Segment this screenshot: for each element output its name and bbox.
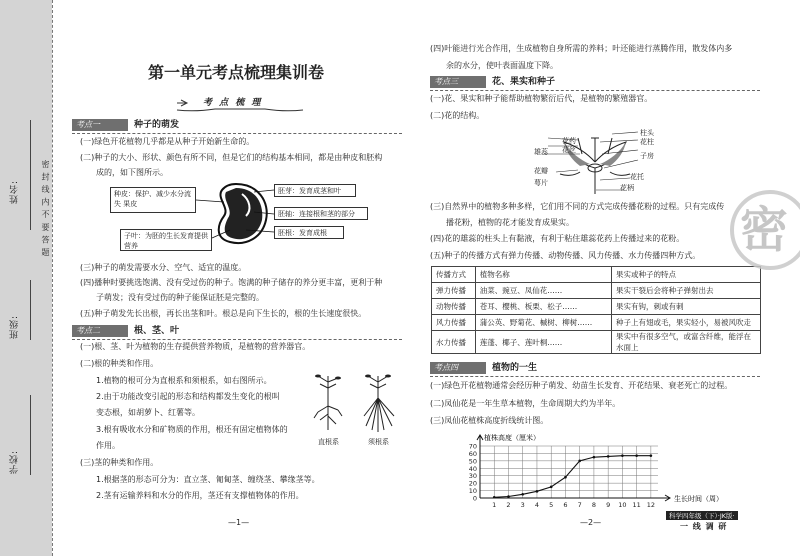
seed-cotyledon-label: 子叶：为胚的生长发育提供营养 xyxy=(120,229,212,251)
watermark-glyph: 密 xyxy=(740,202,789,258)
chart-series-line xyxy=(494,456,651,498)
chart-data-point xyxy=(507,495,510,498)
chart-data-point xyxy=(593,456,596,459)
table-cell: 果实干裂后会将种子弹射出去 xyxy=(612,283,761,299)
table-header: 传播方式 xyxy=(432,267,476,283)
height-line-chart xyxy=(440,428,730,512)
page-number-right: —2— xyxy=(580,518,602,527)
flower-label-petal: 花瓣 xyxy=(534,167,548,175)
text-line: 作用。 xyxy=(96,441,120,450)
chart-x-tick-label: 12 xyxy=(646,501,656,509)
text-line: 变态根，如胡萝卜、红薯等。 xyxy=(96,408,200,417)
flower-label-stamen: 雄蕊 xyxy=(534,148,548,156)
table-header: 果实或种子的特点 xyxy=(612,267,761,283)
class-label: 班级: xyxy=(10,315,20,340)
section-tag: 考点四 xyxy=(430,362,486,374)
seed-axis-label: 胚轴：连接根和茎的部分 xyxy=(274,207,368,220)
table-row xyxy=(432,283,761,299)
text-line: 1.植物的根可分为直根系和须根系，如右图所示。 xyxy=(96,376,272,385)
school-line xyxy=(30,395,31,475)
section-tag: 考点三 xyxy=(430,76,486,88)
text-line: 2.由于功能改变引起的形态和结构都发生变化的根叫 xyxy=(96,392,280,401)
text-line: (四)播种时要挑选饱满、没有受过伤的种子。饱满的种子储存的养分更丰富，更利于种 xyxy=(80,278,383,287)
chart-data-point xyxy=(550,486,553,489)
flower-label-filament: 花丝 xyxy=(562,146,576,154)
section-heading-1 xyxy=(72,119,272,131)
chart-data-point xyxy=(521,493,524,496)
seed-radicle-label: 胚根：发育成根 xyxy=(274,226,344,239)
divider xyxy=(72,133,402,134)
chart-y-tick-label: 50 xyxy=(468,457,477,466)
chart-data-point xyxy=(564,476,567,479)
page-number-left: —1— xyxy=(228,518,250,527)
chart-x-tick-label: 4 xyxy=(534,501,540,509)
class-line xyxy=(30,280,31,340)
page-title: 第一单元考点梳理集训卷 xyxy=(148,63,325,82)
flower-label-stigma: 柱头 xyxy=(640,129,654,137)
table-cell: 果实有钩，刺或有刺 xyxy=(612,299,761,315)
section-tag: 考点二 xyxy=(72,325,128,337)
text-line: (二)种子的大小、形状、颜色有所不同，但是它们的结构基本相同，都是由种皮和胚构 xyxy=(80,153,383,162)
flower-label-anther: 花药 xyxy=(562,137,576,145)
chart-data-point xyxy=(578,460,581,463)
text-line: (四)花的雄蕊的柱头上有黏液，有利于粘住雄蕊花药上传播过来的花粉。 xyxy=(430,234,685,243)
chart-y-tick-label: 60 xyxy=(468,449,477,458)
chart-x-tick-label: 3 xyxy=(520,501,525,509)
table-cell: 弹力传播 xyxy=(432,283,476,299)
text-line: (一)绿色开花植物几乎都是从种子开始新生命的。 xyxy=(80,137,255,146)
section-heading-4 xyxy=(430,362,630,374)
chart-y-tick-label: 0 xyxy=(472,494,477,503)
seed-coat-label: 种皮：保护、减少水分流失 果皮 xyxy=(110,187,196,213)
text-line: (五)种子萌发先长出根，再长出茎和叶。根总是向下生长的，根的生长速度很快。 xyxy=(80,309,367,318)
table-row xyxy=(432,299,761,315)
chart-data-point xyxy=(493,496,496,499)
text-line: (一)绿色开花植物通常会经历种子萌发、幼苗生长发育、开花结果、衰老死亡的过程。 xyxy=(430,381,733,390)
text-line: 2.茎有运输养料和水分的作用，茎还有支撑植物体的作用。 xyxy=(96,491,304,500)
chart-x-tick-label: 5 xyxy=(549,501,554,509)
chart-y-tick-label: 70 xyxy=(468,442,477,451)
seed-bud-label: 胚芽：发育成茎和叶 xyxy=(274,184,356,197)
dispersal-table xyxy=(431,266,761,354)
table-row xyxy=(432,315,761,331)
text-line: 成的，如下图所示。 xyxy=(96,168,168,177)
chart-data-point xyxy=(607,455,610,458)
name-line xyxy=(30,120,31,230)
table-header-row xyxy=(432,267,761,283)
taproot-label: 直根系 xyxy=(318,438,339,446)
chart-x-tick-label: 9 xyxy=(606,501,611,509)
chart-x-tick-label: 2 xyxy=(506,501,511,509)
divider xyxy=(72,339,402,340)
footer-brand: 一 线 调 研 xyxy=(680,522,728,531)
text-line: (三)茎的种类和作用。 xyxy=(80,458,159,467)
text-line: (二)花的结构。 xyxy=(430,111,485,120)
section-title: 植物的一生 xyxy=(492,363,538,373)
chart-y-tick-label: 40 xyxy=(468,464,477,473)
text-line: 播花粉，植物的花才能发育成果实。 xyxy=(446,218,574,227)
seal-line xyxy=(52,0,53,556)
school-label: 学校: xyxy=(10,450,20,475)
flower-label-style: 花柱 xyxy=(640,138,654,146)
flower-label-sepal: 萼片 xyxy=(534,179,548,187)
flower-label-ovary: 子房 xyxy=(640,152,654,160)
name-label: 姓名: xyxy=(10,180,20,205)
chart-x-tick-label: 6 xyxy=(563,501,568,509)
chart-x-tick-label: 10 xyxy=(618,501,627,509)
section-tag: 考点一 xyxy=(72,119,128,131)
section-title: 种子的萌发 xyxy=(134,120,180,130)
text-line: (三)自然界中的植物多种多样，它们用不同的方式完成传播花粉的过程。只有完成传 xyxy=(430,202,725,211)
text-line: (四)叶能进行光合作用，生成植物自身所需的养料；叶还能进行蒸腾作用，散发体内多 xyxy=(430,44,733,53)
text-line: (一)根、茎、叶为植物的生存提供营养物质，是植物的营养器官。 xyxy=(80,342,311,351)
divider xyxy=(430,376,760,377)
root-illustration xyxy=(306,372,406,434)
footer-label: 科学四年级（下）·JK版· xyxy=(666,511,738,520)
chart-y-tick-label: 30 xyxy=(468,472,477,481)
chart-data-point xyxy=(635,454,638,457)
flower-label-receptacle: 花托 xyxy=(630,173,644,181)
table-cell: 莲蓬、椰子、莲叶桐…… xyxy=(475,331,611,354)
text-line: 1.根据茎的形态可分为：直立茎、匍匐茎、缠绕茎、攀缘茎等。 xyxy=(96,475,320,484)
text-line: 余的水分，使叶表面温度下降。 xyxy=(446,61,558,70)
table-header: 植物名称 xyxy=(475,267,611,283)
chart-x-axis-label: 生长时间（周） xyxy=(674,495,723,503)
text-line: (一)花、果实和种子能帮助植物繁衍后代，是植物的繁殖器官。 xyxy=(430,94,653,103)
table-cell: 果实中有很多空气，或富含纤维，能浮在水面上 xyxy=(612,331,761,354)
text-line: (三)种子的萌发需要水分、空气、适宜的温度。 xyxy=(80,263,247,272)
fibrous-root-label: 须根系 xyxy=(368,438,389,446)
table-cell: 油菜、豌豆、凤仙花…… xyxy=(475,283,611,299)
flower-label-pedicel: 花柄 xyxy=(620,184,634,192)
table-cell: 动物传播 xyxy=(432,299,476,315)
chart-y-tick-label: 10 xyxy=(468,487,477,496)
text-line: (二)凤仙花是一年生草本植物，生命周期大约为半年。 xyxy=(430,399,621,408)
watermark-stamp xyxy=(730,190,800,270)
seed-illustration xyxy=(196,180,276,250)
chart-x-tick-label: 7 xyxy=(577,501,582,509)
text-line: (二)根的种类和作用。 xyxy=(80,359,159,368)
section-title: 花、果实和种子 xyxy=(492,77,556,87)
subtitle-text: 考 点 梳 理 xyxy=(203,98,263,108)
table-cell: 风力传播 xyxy=(432,315,476,331)
table-cell: 种子上有翅或毛，果实轻小，易被风吹走 xyxy=(612,315,761,331)
chart-x-tick-label: 1 xyxy=(492,501,497,509)
text-line: 3.根有吸收水分和矿物质的作用，根还有固定植物体的 xyxy=(96,425,288,434)
subtitle-banner xyxy=(175,97,305,109)
chart-data-point xyxy=(650,454,653,457)
chart-data-point xyxy=(621,454,624,457)
chart-y-axis-label: 植株高度（厘米） xyxy=(484,434,540,442)
chart-x-tick-label: 11 xyxy=(632,501,641,509)
table-cell: 苍耳、樱桃、板栗、松子…… xyxy=(475,299,611,315)
divider xyxy=(430,90,760,91)
chart-y-tick-label: 20 xyxy=(468,479,477,488)
text-line: (三)凤仙花植株高度折线统计图。 xyxy=(430,416,549,425)
section-title: 根、茎、叶 xyxy=(134,326,180,336)
table-cell: 蒲公英、野菊花、槭树、柳树…… xyxy=(475,315,611,331)
chart-x-tick-label: 8 xyxy=(591,501,596,509)
seal-notice: 密 封 线 内 不 要 答 题 xyxy=(41,160,50,257)
chart-data-point xyxy=(536,490,539,493)
text-line: (五)种子的传播方式有弹力传播、动物传播、风力传播、水力传播四种方式。 xyxy=(430,251,701,260)
section-heading-2 xyxy=(72,325,272,337)
table-row xyxy=(432,331,761,354)
table-cell: 水力传播 xyxy=(432,331,476,354)
text-line: 子萌发；没有受过伤的种子能保证胚是完整的。 xyxy=(96,293,264,302)
section-heading-3 xyxy=(430,76,630,88)
